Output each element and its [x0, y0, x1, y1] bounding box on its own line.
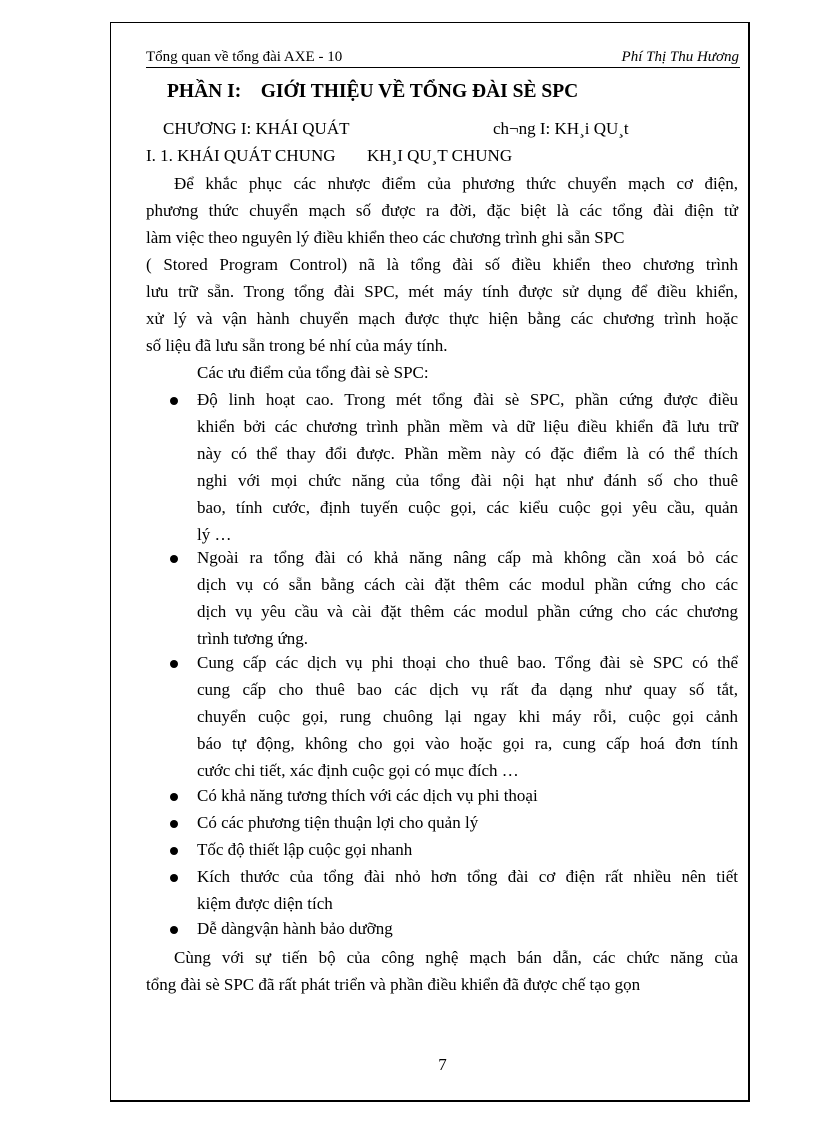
chapter-title-garbled: ch¬ng I: KH¸i QU¸t [493, 119, 629, 138]
bullet-line: dịch vụ có sẵn bằng cách cài đặt thêm các modul phần cứng cho các [197, 575, 738, 594]
bullet-line: Kích thước của tổng đài nhỏ hơn tổng đài cơ điện rất nhiều nên tiết [197, 867, 738, 886]
bullet-dot [170, 397, 178, 405]
bullet-line: khiển bởi các chương trình phần mềm và dữ liệu điều khiển đã lưu trữ [197, 417, 738, 436]
bullet-line: dịch vụ yêu cầu và cài đặt thêm các modul phần cứng cho các chương [197, 602, 738, 621]
bullet-line: bao, tính cước, định tuyến cuộc gọi, các kiểu cuộc gọi yêu cầu, quản [197, 498, 738, 517]
bullet-line: Ngoài ra tổng đài có khả năng nâng cấp mà không cần xoá bỏ các [197, 548, 738, 567]
bullet-dot [170, 660, 178, 668]
bullet-line: chuyển cuộc gọi, rung chuông lại ngay khi máy rỗi, cuộc gọi cảnh [197, 707, 738, 726]
bullet-dot [170, 874, 178, 882]
bullet-dot [170, 926, 178, 934]
running-header-title: Tổng quan về tổng đài AXE - 10 [146, 49, 343, 65]
intro-line: xử lý và vận hành chuyển mạch được thực hiện bằng các chương trình hoặc [146, 309, 738, 328]
page-number: 7 [438, 1055, 447, 1074]
bullet-line: Tốc độ thiết lập cuộc gọi nhanh [197, 840, 413, 859]
bullet-line: lý … [197, 525, 232, 544]
intro-line: lưu trữ sẵn. Trong tổng đài SPC, mét máy tính được sử dụng để điều khiển, [146, 282, 738, 301]
chapter-title: CHƯƠNG I: KHÁI QUÁT [163, 119, 350, 138]
closing-line: tổng đài sè SPC đã rất phát triển và phần điều khiển đã được chế tạo gọn [146, 975, 641, 994]
intro-line: ( Stored Program Control) nã là tổng đài số điều khiển theo chương trình [146, 255, 738, 274]
running-header-author: Phí Thị Thu Hương [621, 49, 739, 65]
bullet-line: Có các phương tiện thuận lợi cho quản lý [197, 813, 479, 832]
bullet-line: này có thể thay đổi được. Phần mềm này có đặc điểm là có thể thích [197, 444, 738, 463]
advantages-heading: Các ưu điểm của tổng đài sè SPC: [197, 363, 429, 382]
intro-line: số liệu đã lưu sẵn trong bé nhí của máy tính. [146, 336, 448, 355]
bullet-dot [170, 847, 178, 855]
closing-line: Cùng với sự tiến bộ của công nghệ mạch bán dẫn, các chức năng của [174, 948, 738, 967]
bullet-dot [170, 793, 178, 801]
bullet-line: trình tương ứng. [197, 629, 308, 648]
bullet-line: Cung cấp các dịch vụ phi thoại cho thuê bao. Tổng đài sè SPC có thể [197, 653, 738, 672]
bullet-line: Có khả năng tương thích với các dịch vụ phi thoại [197, 786, 538, 805]
header-rule [146, 67, 740, 68]
bullet-line: Dễ dàngvận hành bảo dưỡng [197, 919, 393, 938]
bullet-line: báo tự động, không cho gọi vào hoặc gọi ra, cung cấp hoá đơn tính [197, 734, 738, 753]
section-title: I. 1. KHÁI QUÁT CHUNG [146, 146, 336, 165]
part-title: PHẦN I: GIỚI THIỆU VỀ TỔNG ĐÀI SÈ SPC [167, 81, 579, 102]
bullet-line: cung cấp cho thuê bao các dịch vụ rất đa dạng như quay số tắt, [197, 680, 738, 699]
section-title-garbled: KH¸I QU¸T CHUNG [367, 146, 513, 165]
intro-line: phương thức chuyển mạch số được ra đời, đặc biệt là các tổng đài điện tử [146, 201, 738, 220]
bullet-line: cước chi tiết, xác định cuộc gọi có mục đích … [197, 761, 519, 780]
bullet-dot [170, 820, 178, 828]
bullet-line: kiệm được diện tích [197, 894, 333, 913]
bullet-line: Độ linh hoạt cao. Trong mét tổng đài sè SPC, phần cứng được điều [197, 390, 738, 409]
bullet-dot [170, 555, 178, 563]
intro-line: làm việc theo nguyên lý điều khiển theo các chương trình ghi sẵn SPC [146, 228, 625, 247]
intro-line: Để khắc phục các nhược điểm của phương thức chuyển mạch cơ điện, [174, 174, 738, 193]
bullet-line: nghi với mọi chức năng của tổng đài nội hạt như đánh số cho thuê [197, 471, 738, 490]
